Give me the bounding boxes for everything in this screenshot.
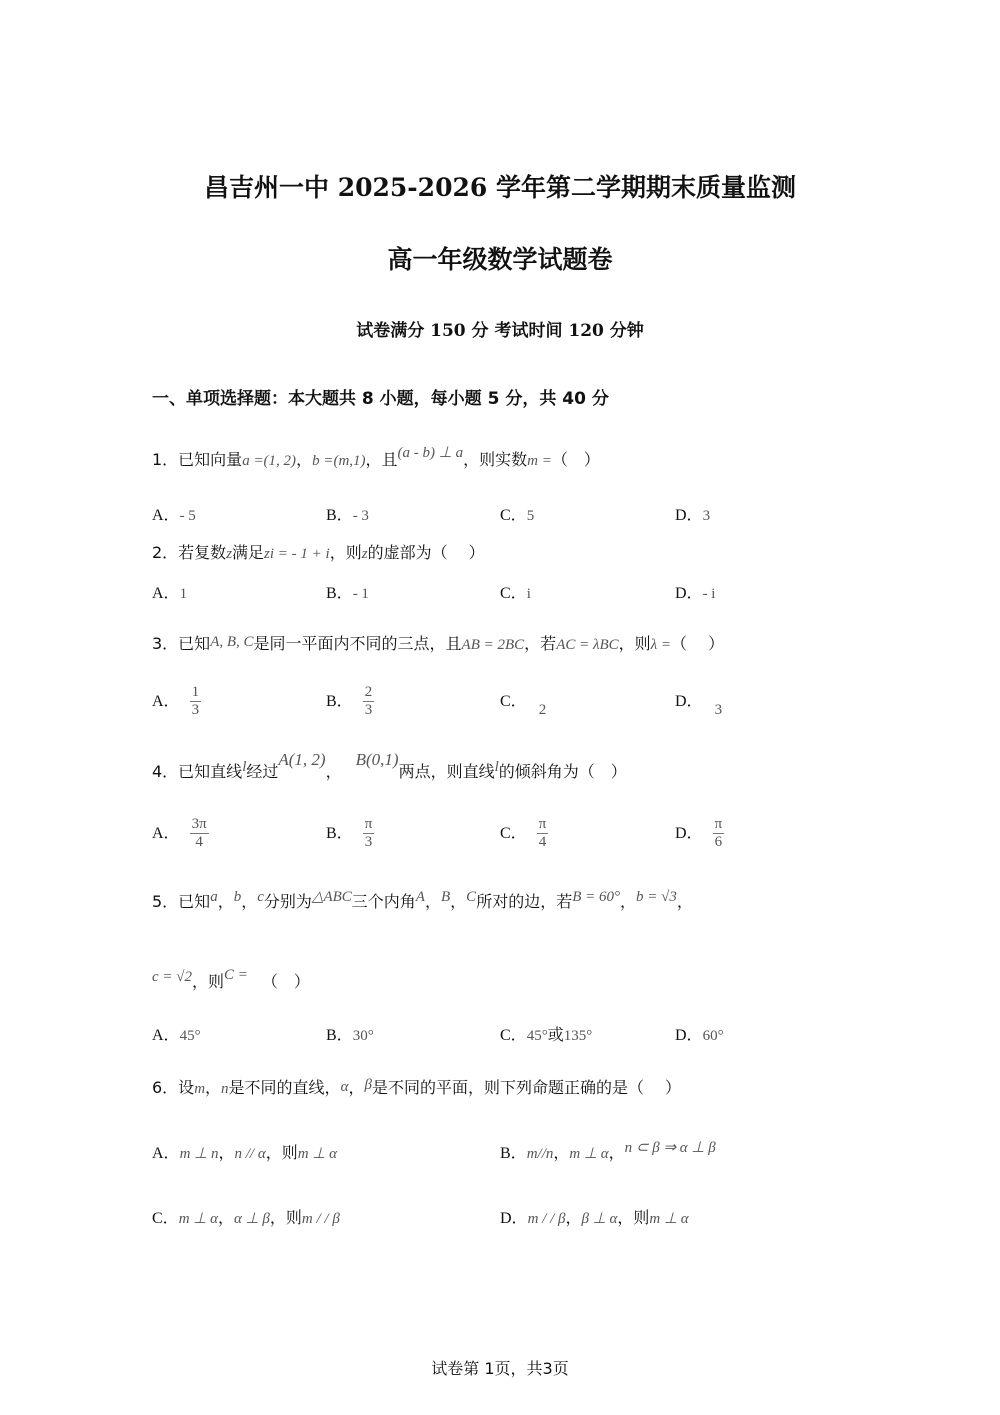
section-heading: 一、单项选择题：本大题共 8 小题，每小题 5 分，共 40 分: [152, 389, 609, 409]
q5-option-d[interactable]: D．60°: [675, 1027, 724, 1044]
q6-option-a[interactable]: A．m ⊥ n，n // α，则m ⊥ α: [152, 1143, 337, 1162]
exam-subtitle: 高一年级数学试题卷: [387, 245, 613, 274]
q4-option-c[interactable]: C． $\frac{\pi}{4}$: [500, 816, 547, 850]
q6-option-d[interactable]: D．m / / β，β ⊥ α，则m ⊥ α: [500, 1208, 689, 1227]
question-5-stem: 5．已知a，b，c分别为△ABC三个内角A，B，C所对的边，若B = 60°，b = √3，: [152, 889, 693, 911]
fraction: $\frac{3\pi}{4}$: [191, 816, 207, 850]
q4-option-b[interactable]: B． $\frac{\pi}{3}$: [326, 816, 373, 850]
q6-option-b[interactable]: B．m//n，m ⊥ α，n ⊂ β ⇒ α ⊥ β: [500, 1140, 716, 1162]
q1-option-c[interactable]: C．5: [500, 507, 535, 524]
fraction: $\frac{2}{3}$: [364, 684, 373, 718]
q2-option-a[interactable]: A．1: [152, 585, 188, 602]
question-5-stem-cont: c = √2，则C = （ ）: [152, 967, 310, 991]
q1-option-a[interactable]: A．- 5: [152, 507, 196, 524]
q5-option-a[interactable]: A．45°: [152, 1027, 201, 1044]
q4-option-d[interactable]: D． $\frac{\pi}{6}$: [675, 816, 723, 850]
fraction: $\frac{\pi}{3}$: [364, 816, 373, 850]
q5-option-c[interactable]: C．45°或135°: [500, 1025, 593, 1044]
q2-option-c[interactable]: C．i: [500, 585, 531, 602]
q3-option-c[interactable]: C． 2: [500, 684, 548, 719]
question-3-stem: 3．已知A, B, C是同一平面内不同的三点，且AB = 2BC，若AC = λBC，则λ =（ ）: [152, 634, 725, 653]
q3-option-b[interactable]: B． $\frac{2}{3}$: [326, 684, 373, 718]
question-1-stem: 1．已知向量a =(1, 2)，b =(m,1)，且(a - b) ⊥ a，则实数m =（ ）: [152, 445, 600, 469]
q3-option-a[interactable]: A． $\frac{1}{3}$: [152, 684, 200, 718]
exam-title: 昌吉州一中 2025-2026 学年第二学期期末质量监测: [204, 173, 796, 202]
q2-option-d[interactable]: D．- i: [675, 585, 716, 602]
fraction: 2: [537, 684, 549, 719]
q1-option-b[interactable]: B．- 3: [326, 507, 369, 524]
q6-option-c[interactable]: C．m ⊥ α，α ⊥ β，则m / / β: [152, 1208, 340, 1227]
question-2-stem: 2．若复数z满足zi = - 1 + i，则z的虚部为（ ）: [152, 543, 485, 562]
exam-info: 试卷满分 150 分 考试时间 120 分钟: [356, 321, 644, 341]
fraction: $\frac{\pi}{4}$: [538, 816, 547, 850]
fraction: 3: [713, 684, 725, 719]
q3-option-d[interactable]: D． 3: [675, 684, 724, 719]
page-footer: 试卷第 1页，共3页: [431, 1359, 569, 1378]
fraction: $\frac{\pi}{6}$: [714, 816, 723, 850]
question-6-stem: 6．设m，n是不同的直线，α，β是不同的平面，则下列命题正确的是（ ）: [152, 1077, 682, 1097]
q2-option-b[interactable]: B．- 1: [326, 585, 369, 602]
q1-option-d[interactable]: D．3: [675, 507, 711, 524]
question-4-stem: 4．已知直线l经过A(1, 2)，B(0,1)两点，则直线l的倾斜角为（ ）: [152, 750, 627, 781]
fraction: $\frac{1}{3}$: [191, 684, 200, 718]
q4-option-a[interactable]: A． $\frac{3\pi}{4}$: [152, 816, 207, 850]
q5-option-b[interactable]: B．30°: [326, 1027, 374, 1044]
